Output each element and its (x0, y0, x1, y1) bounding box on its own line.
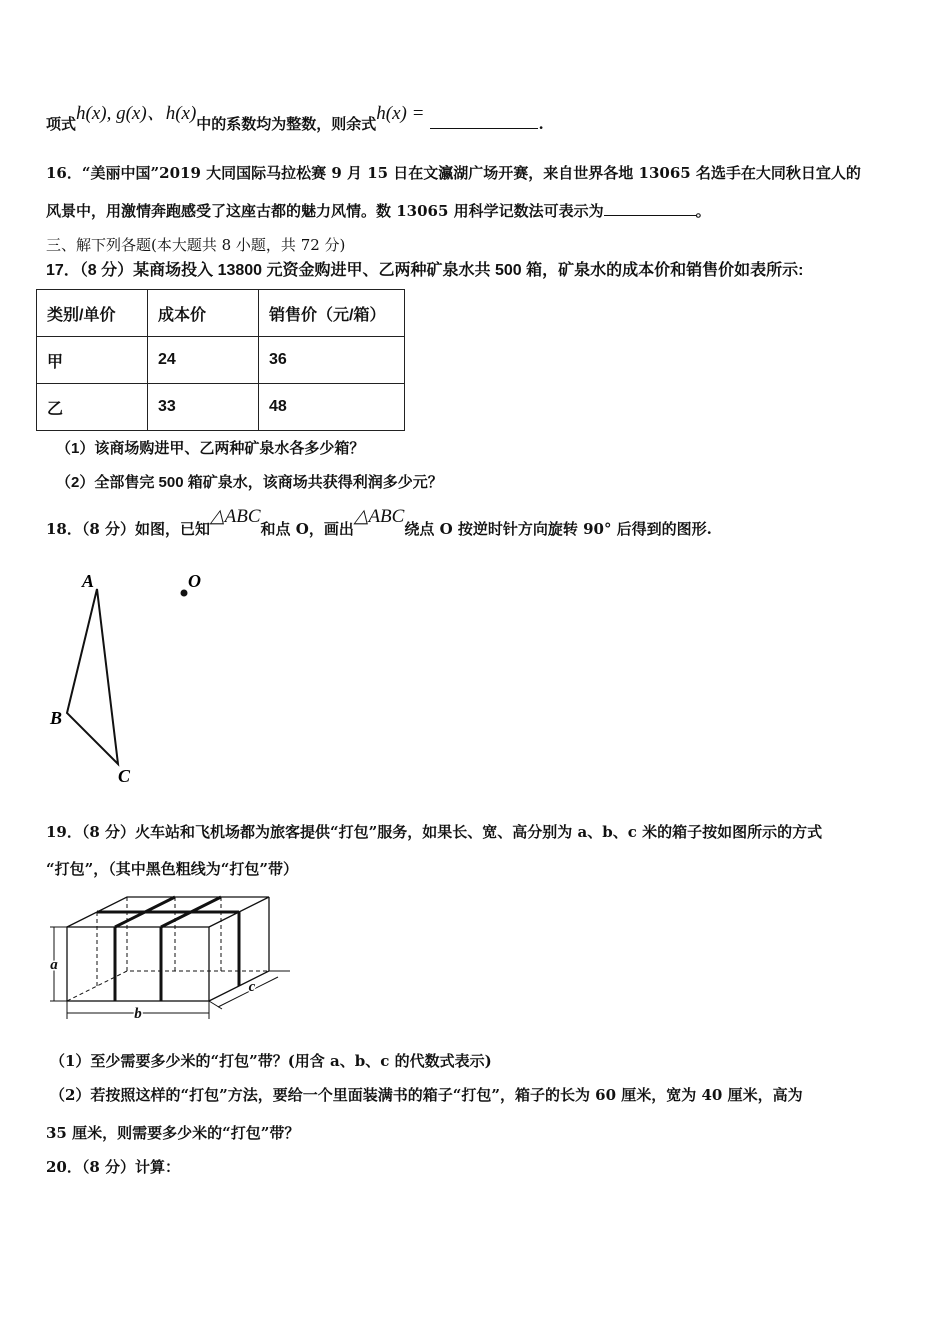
table-header-row (37, 290, 405, 337)
q16-line2 (46, 200, 711, 221)
q15-remainder-expr: h(x) = (376, 103, 425, 124)
label-o: O (188, 571, 201, 591)
table-cell: 甲 (37, 337, 148, 384)
q15-end: . (538, 115, 544, 133)
q15-tail-line (46, 103, 544, 135)
q15-answer-blank[interactable] (430, 128, 538, 129)
q15-functions: h(x), g(x)、h(x) (76, 103, 197, 124)
table-cell: 36 (259, 337, 405, 384)
table-cell: 乙 (37, 384, 148, 431)
label-a: a (50, 957, 58, 973)
q15-prefix: 项式 (46, 115, 77, 133)
q19-box-figure (40, 887, 300, 1027)
q18-part1: 18．（8 分）如图，已知 (46, 520, 211, 538)
table-row (37, 384, 405, 431)
q19-line1: 19．（8 分）火车站和飞机场都为旅客提供“打包”服务，如果长、宽、高分别为 a、b、c 米的箱子按如图所示的方式 (46, 823, 823, 841)
label-a: A (82, 571, 95, 591)
q18-triangle-1: △ABC (210, 506, 261, 527)
q18-triangle-2: △ABC (353, 506, 405, 527)
q19-line2: “打包”，（其中黑色粗线为“打包”带） (46, 860, 299, 878)
q18-triangle-figure (40, 565, 220, 790)
label-c: C (118, 766, 131, 786)
q20-stem: 20．（8 分）计算： (46, 1158, 181, 1176)
q19-sub1: （1）至少需要多少米的“打包”带？(用含 a、b、c 的代数式表示) (50, 1052, 492, 1070)
q16-end: 。 (695, 202, 711, 220)
table-cell: 48 (259, 384, 405, 431)
q17-sub1: （1）该商场购进甲、乙两种矿泉水各多少箱？ (56, 440, 365, 457)
label-b: B (50, 708, 63, 728)
q17-stem: 17．（8 分）某商场投入 13800 元资金购进甲、乙两种矿泉水共 500 箱，矿泉水的成本价和销售价如表所示: (46, 262, 804, 279)
q17-price-table (36, 289, 405, 431)
q17-sub2: （2）全部售完 500 箱矿泉水，该商场共获得利润多少元？ (56, 474, 443, 491)
table-header-cell: 销售价（元/箱） (259, 290, 405, 337)
table-cell: 24 (148, 337, 259, 384)
q18-stem (46, 506, 712, 540)
q18-part3: 绕点 O 按逆时针方向旋转 90° 后得到的图形. (404, 520, 712, 538)
label-b: b (134, 1006, 142, 1022)
section-3-title: 三、解下列各题(本大题共 8 小题，共 72 分) (46, 236, 346, 254)
triangle-abc (67, 589, 118, 764)
q18-part2: 和点 O，画出 (260, 520, 354, 538)
q16-line2-text: 风景中，用激情奔跑感受了这座古都的魅力风情。数 13065 用科学记数法可表示为 (46, 202, 604, 220)
q16-line1: 16．“美丽中国”2019 大同国际马拉松赛 9 月 15 日在文瀛湖广场开赛，来自世界各地 13065 名选手在大同秋日宜人的 (46, 164, 861, 182)
label-c: c (248, 979, 256, 995)
q16-answer-blank[interactable] (604, 215, 696, 216)
point-o (181, 590, 188, 597)
q19-sub2-line2: 35 厘米，则需要多少米的“打包”带？ (46, 1124, 300, 1142)
q15-middle: 中的系数均为整数，则余式 (196, 115, 377, 133)
table-cell: 33 (148, 384, 259, 431)
table-row (37, 337, 405, 384)
q19-sub2-line1: （2）若按照这样的“打包”方法，要给一个里面装满书的箱子“打包”，箱子的长为 60 厘米，宽为 40 厘米，高为 (50, 1086, 803, 1104)
table-header-cell: 成本价 (148, 290, 259, 337)
table-header-cell: 类别/单价 (37, 290, 148, 337)
